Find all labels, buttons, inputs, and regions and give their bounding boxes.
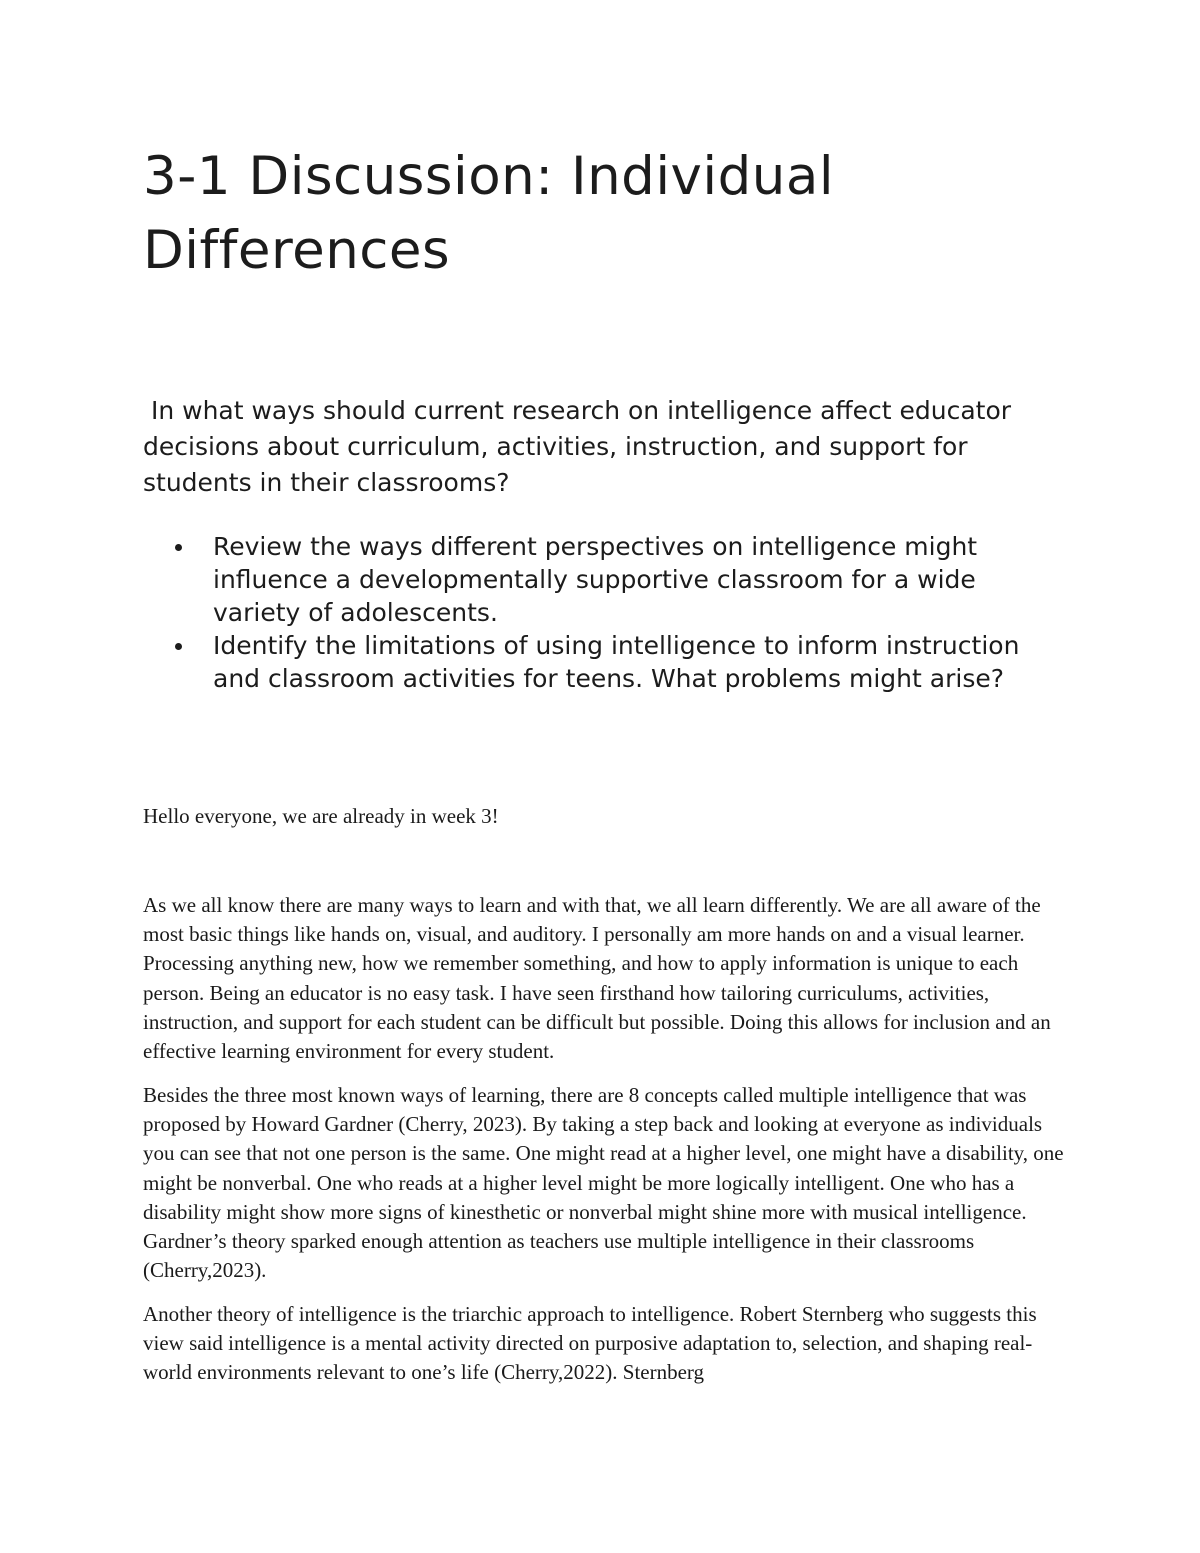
discussion-prompt: In what ways should current research on intelligence affect educator decisions about curriculum, activities, instruction, and support for students in their classrooms? <box>143 396 1019 497</box>
bullet-text: Identify the limitations of using intelligence to inform instruction and classroom activities for teens. What problems might arise? <box>213 631 1020 693</box>
page-title: 3-1 Discussion: Individual Differences <box>143 146 835 281</box>
bullet-item <box>143 629 1043 695</box>
bullet-item <box>143 530 1043 629</box>
bullet-text: Review the ways different perspectives on intelligence might influence a developmentally supportive classroom for a wide variety of adolescents. <box>213 532 978 627</box>
bullet-icon <box>175 544 182 551</box>
body-paragraph: Another theory of intelligence is the triarchic approach to intelligence. Robert Sternberg who suggests this view said intelligence is a mental activity directed on purposive adaptation to, selection, and shaping real-world environments relevant to one’s life (Cherry,2022). Sternberg <box>143 1302 1037 1385</box>
body-paragraph: As we all know there are many ways to learn and with that, we all learn differently. We are all aware of the most basic things like hands on, visual, and auditory. I personally am more hands on and a visual learner. Processing anything new, how we remember something, and how to apply information is unique to each person. Being an educator is no easy task. I have seen firsthand how tailoring curriculums, activities, instruction, and support for each student can be difficult but possible. Doing this allows for inclusion and an effective learning environment for every student. <box>143 893 1051 1064</box>
greeting-line: Hello everyone, we are already in week 3! <box>143 804 499 828</box>
bullet-icon <box>175 643 182 650</box>
body-paragraph: Besides the three most known ways of learning, there are 8 concepts called multiple intelligence that was proposed by Howard Gardner (Cherry, 2023). By taking a step back and looking at everyone as individuals you can see that not one person is the same. One might read at a higher level, one might have a disability, one might be nonverbal. One who reads at a higher level might be more logically intelligent. One who has a disability might show more signs of kinesthetic or nonverbal might shine more with musical intelligence. Gardner’s theory sparked enough attention as teachers use multiple intelligence in their classrooms (Cherry,2023). <box>143 1083 1064 1283</box>
prompt-bullet-list <box>143 530 1043 695</box>
